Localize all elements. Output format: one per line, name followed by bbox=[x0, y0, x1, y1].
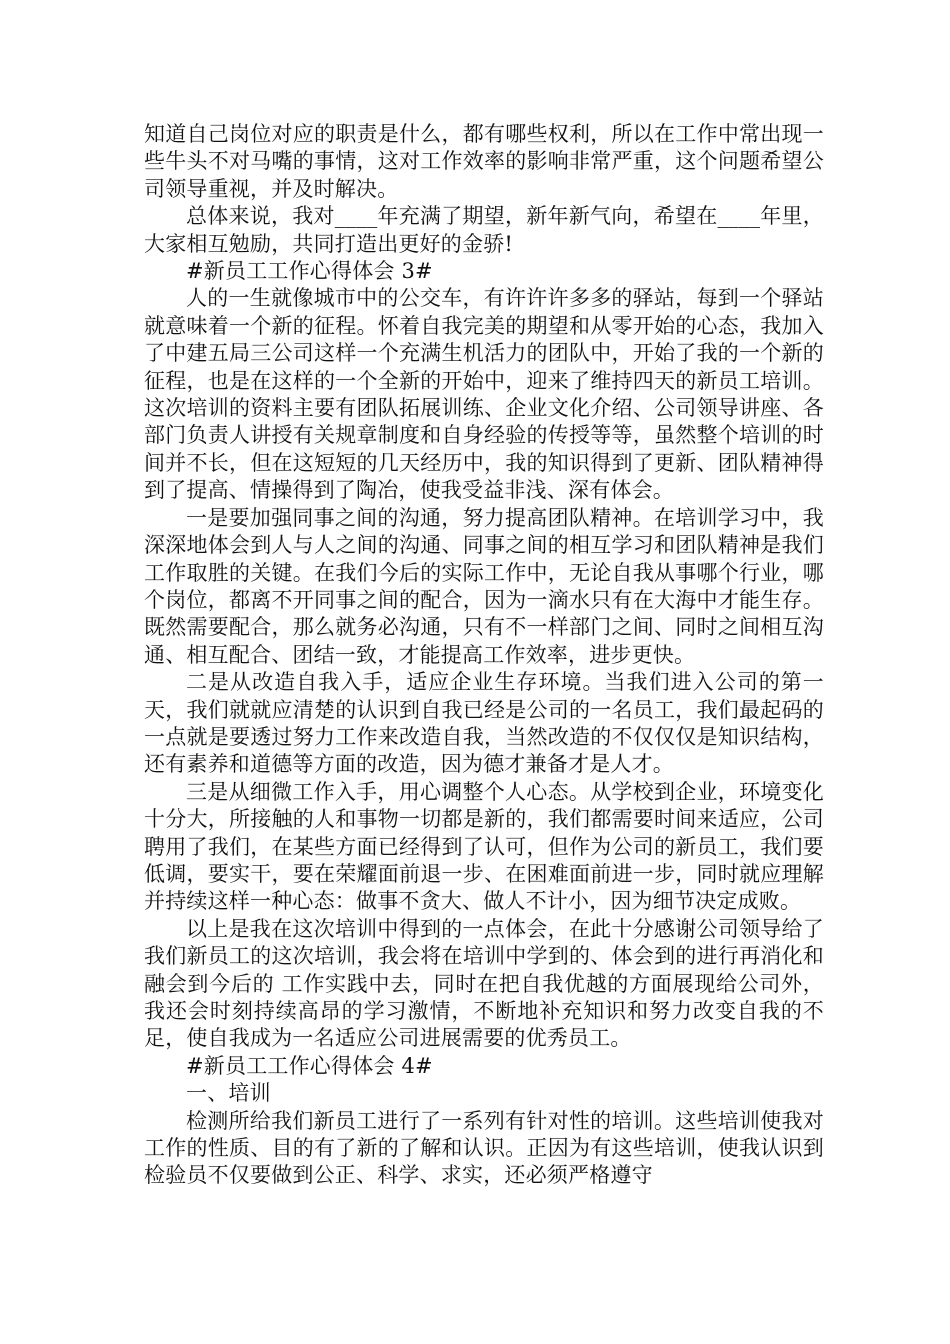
section-heading: #新员工工作心得体会 4# bbox=[186, 1053, 433, 1078]
subsection-heading: 一、培训 bbox=[186, 1081, 271, 1106]
paragraph: 总体来说，我对____年充满了期望，新年新气向，希望在____年里，大家相互勉励，共同打造出更好的金骄! bbox=[144, 204, 824, 256]
paragraph: 检测所给我们新员工进行了一系列有针对性的培训。这些培训使我对工作的性质、目的有了新的了解和认识。正因为有这些培训，使我认识到检验员不仅要做到公正、科学、求实，还必须严格遵守 bbox=[144, 1108, 824, 1188]
paragraph: 以上是我在这次培训中得到的一点体会，在此十分感谢公司领导给了我们新员工的这次培训，我会将在培训中学到的、体会到的进行再消化和融会到今后的 工作实践中去，同时在把自我优越的方面展现给公司外，我还会时刻持续高昂的学习激情，不断地补充知识和努力改变自我的不足，使自我成为一名适应公司进展需要的优秀员工。 bbox=[144, 916, 824, 1051]
paragraph: 三是从细微工作入手，用心调整个人心态。从学校到企业，环境变化十分大，所接触的人和事物一切都是新的，我们都需要时间来适应，公司聘用了我们，在某些方面已经得到了认可，但作为公司的新员工，我们要低调，要实干，要在荣耀面前退一步、在困难面前进一步，同时就应理解并持续这样一种心态：做事不贪大、做人不计小，因为细节决定成败。 bbox=[144, 779, 824, 914]
paragraph: 一是要加强同事之间的沟通，努力提高团队精神。在培训学习中，我深深地体会到人与人之间的沟通、同事之间的相互学习和团队精神是我们工作取胜的关键。在我们今后的实际工作中，无论自我从事哪个行业，哪个岗位，都离不开同事之间的配合，因为一滴水只有在大海中才能生存。既然需要配合，那么就务必沟通，只有不一样部门之间、同时之间相互沟通、相互配合、团结一致，才能提高工作效率，进步更快。 bbox=[144, 505, 824, 667]
paragraph: 知道自己岗位对应的职责是什么，都有哪些权利，所以在工作中常出现一些牛头不对马嘴的事情，这对工作效率的影响非常严重，这个问题希望公司领导重视，并及时解决。 bbox=[144, 122, 824, 201]
document-page bbox=[144, 121, 824, 1190]
section-heading: #新员工工作心得体会 3# bbox=[186, 259, 433, 284]
paragraph: 二是从改造自我入手，适应企业生存环境。当我们进入公司的第一天，我们就就应清楚的认识到自我已经是公司的一名员工，我们最起码的一点就是要透过努力工作来改造自我，当然改造的不仅仅仅是知识结构，还有素养和道德等方面的改造，因为德才兼备才是人才。 bbox=[144, 670, 824, 777]
paragraph: 人的一生就像城市中的公交车，有许许许多多的驿站，每到一个驿站就意味着一个新的征程。怀着自我完美的期望和从零开始的心态，我加入了中建五局三公司这样一个充满生机活力的团队中，开始了我的一个新的征程，也是在这样的一个全新的开始中，迎来了维持四天的新员工培训。这次培训的资料主要有团队拓展训练、企业文化介绍、公司领导讲座、各部门负责人讲授有关规章制度和自身经验的传授等等，虽然整个培训的时间并不长，但在这短短的几天经历中，我的知识得到了更新、团队精神得到了提高、情操得到了陶冶，使我受益非浅、深有体会。 bbox=[144, 286, 824, 503]
